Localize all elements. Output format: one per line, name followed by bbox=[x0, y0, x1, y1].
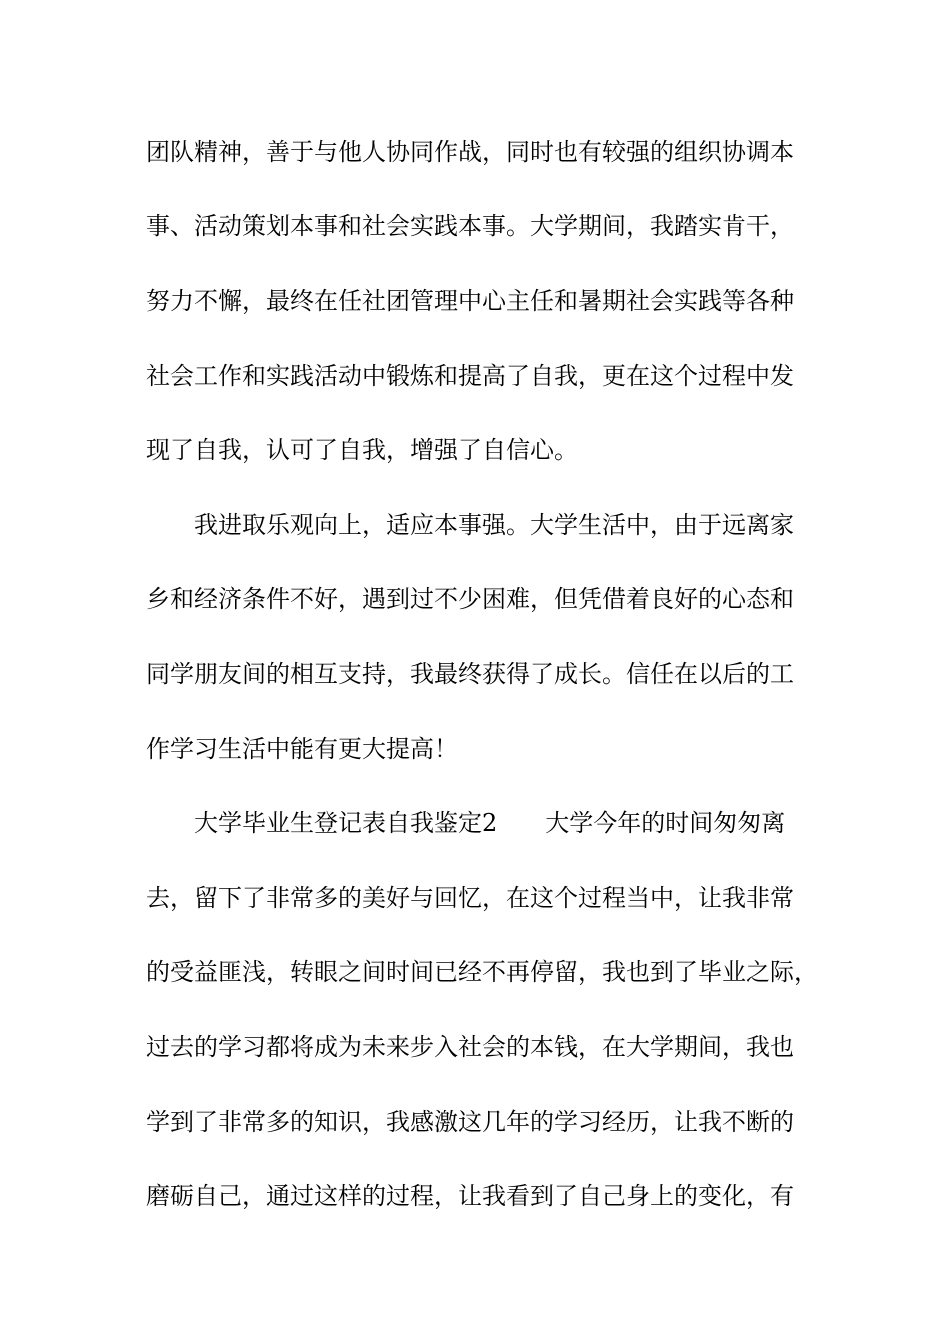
text-line-6: 我进取乐观向上，适应本事强。大学生活中，由于远离家 bbox=[194, 511, 794, 539]
text-line-5: 现了自我，认可了自我，增强了自信心。 bbox=[146, 436, 578, 464]
text-line-8: 同学朋友间的相互支持，我最终获得了成长。信任在以后的工 bbox=[146, 660, 794, 688]
text-line-4: 社会工作和实践活动中锻炼和提高了自我，更在这个过程中发 bbox=[146, 362, 794, 390]
text-line-1: 团队精神，善于与他人协同作战，同时也有较强的组织协调本 bbox=[146, 138, 794, 166]
text-line-12: 的受益匪浅，转眼之间时间已经不再停留，我也到了毕业之际， bbox=[146, 958, 818, 986]
heading-continuation: 大学今年的时间匆匆离 bbox=[545, 809, 786, 837]
text-line-11: 去，留下了非常多的美好与回忆，在这个过程当中，让我非常 bbox=[146, 884, 794, 912]
section-heading: 大学毕业生登记表自我鉴定2 bbox=[194, 809, 498, 837]
text-line-9: 作学习生活中能有更大提高！ bbox=[146, 735, 458, 763]
text-line-7: 乡和经济条件不好，遇到过不少困难，但凭借着良好的心态和 bbox=[146, 585, 794, 613]
section-heading-line bbox=[194, 808, 785, 838]
text-line-14: 学到了非常多的知识，我感激这几年的学习经历，让我不断的 bbox=[146, 1108, 794, 1136]
text-line-13: 过去的学习都将成为未来步入社会的本钱，在大学期间，我也 bbox=[146, 1033, 794, 1061]
text-line-3: 努力不懈，最终在任社团管理中心主任和暑期社会实践等各种 bbox=[146, 287, 794, 315]
text-line-2: 事、活动策划本事和社会实践本事。大学期间，我踏实肯干， bbox=[146, 212, 794, 240]
text-line-15: 磨砺自己，通过这样的过程，让我看到了自己身上的变化，有 bbox=[146, 1182, 794, 1210]
